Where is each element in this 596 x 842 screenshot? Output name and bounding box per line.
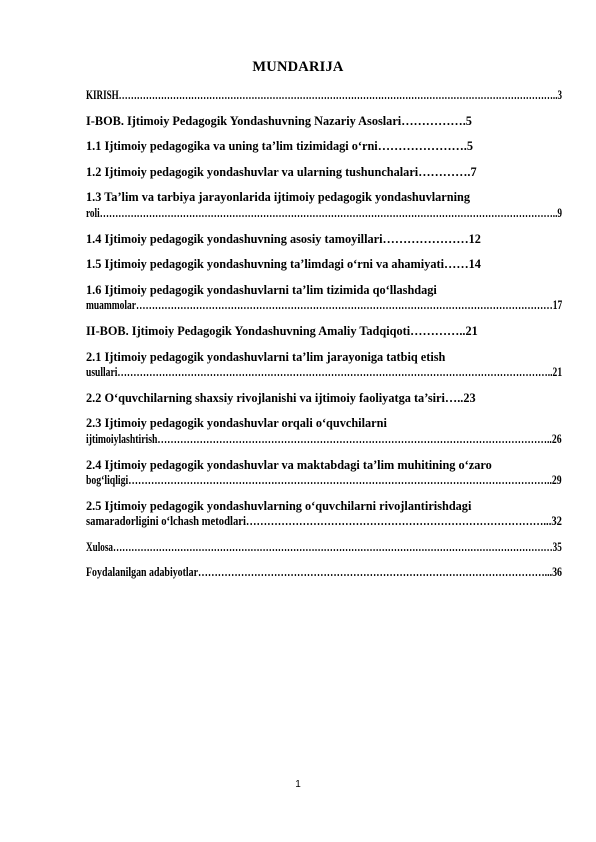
toc-entry-line: Foydalanilgan adabiyotlar……………………………………………………………………………………………...36 <box>86 565 562 580</box>
toc-entry[interactable] <box>86 190 562 221</box>
toc-entry[interactable] <box>86 391 562 407</box>
toc-entry-line: 2.2 O‘quvchilarning shaxsiy rivojlanishi va ijtimoiy faoliyatga ta’siri…..23 <box>86 390 476 405</box>
toc-entry[interactable] <box>86 257 562 273</box>
toc-entry-line: usullari………………………………………………………………………………………………………………………..21 <box>86 365 563 380</box>
toc-entry-line: 1.1 Ijtimoiy pedagogika va uning ta’lim tizimidagi o‘rni………………….5 <box>86 139 474 154</box>
toc-entry[interactable] <box>86 324 562 340</box>
toc-entry-line: 2.3 Ijtimoiy pedagogik yondashuvlar orqali o‘quvchilarni <box>86 416 387 431</box>
toc-entry-line: 2.4 Ijtimoiy pedagogik yondashuvlar va maktabdagi ta’lim muhitining o‘zaro <box>86 457 492 472</box>
toc-entry-line: KIRISH………………………………………………………………………………………………………………………………..3 <box>86 88 562 102</box>
toc-entry-line: 1.5 Ijtimoiy pedagogik yondashuvning ta’limdagi o‘rni va ahamiyati……14 <box>86 257 481 272</box>
toc-entry-line: 2.5 Ijtimoiy pedagogik yondashuvlarning o‘quvchilarni rivojlantirishdagi <box>86 498 472 513</box>
toc-entry-line: roli…………………………………………………………………………………………………………………………………..9 <box>86 205 563 220</box>
toc-entry[interactable] <box>86 283 562 314</box>
toc-entry[interactable] <box>86 540 562 556</box>
toc-entry-line: muammolar……………………………………………………………………………………………………………………17 <box>86 298 563 313</box>
toc-entry-line: Xulosa………………………………………………………………………………………………………………………………35 <box>86 539 562 554</box>
toc-title: MUNDARIJA <box>252 59 344 75</box>
toc-entry[interactable] <box>86 499 562 530</box>
page-number: 1 <box>295 779 301 790</box>
toc-entry[interactable] <box>86 165 562 181</box>
toc-entry[interactable] <box>86 139 562 155</box>
toc-entry-line: ijtimoiylashtirish…………………………………………………………………………………………………………..26 <box>86 431 562 446</box>
toc-entry[interactable] <box>86 350 562 381</box>
toc-entry-line: bog‘liqligi…………………………………………………………………………………………………………………..29 <box>86 473 562 488</box>
toc-entry[interactable] <box>86 458 562 489</box>
toc-entry-line: I-BOB. Ijtimoiy Pedagogik Yondashuvning Nazariy Asoslari…………….5 <box>86 113 472 128</box>
toc-entry[interactable] <box>86 416 562 447</box>
toc-entry-line: 1.4 Ijtimoiy pedagogik yondashuvning asosiy tamoyillari…………………12 <box>86 231 481 246</box>
toc-entry-line: 1.2 Ijtimoiy pedagogik yondashuvlar va ularning tushunchalari………….7 <box>86 164 477 179</box>
toc-entry-line: samaradorligini o‘lchash metodlari…………………………………………………………………………...32 <box>86 514 562 529</box>
toc-entry-line: II-BOB. Ijtimoiy Pedagogik Yondashuvning Amaliy Tadqiqoti…………..21 <box>86 323 478 338</box>
toc-entry-line: 1.6 Ijtimoiy pedagogik yondashuvlarni ta’lim tizimida qo‘llashdagi <box>86 282 437 297</box>
toc-entry[interactable] <box>86 114 562 130</box>
table-of-contents <box>86 88 562 591</box>
toc-entry[interactable] <box>86 565 562 581</box>
toc-entry-line: 1.3 Ta’lim va tarbiya jarayonlarida ijtimoiy pedagogik yondashuvlarning <box>86 190 470 205</box>
toc-entry[interactable] <box>86 232 562 248</box>
toc-entry[interactable] <box>86 88 562 104</box>
toc-entry-line: 2.1 Ijtimoiy pedagogik yondashuvlarni ta’lim jarayoniga tatbiq etish <box>86 349 446 364</box>
